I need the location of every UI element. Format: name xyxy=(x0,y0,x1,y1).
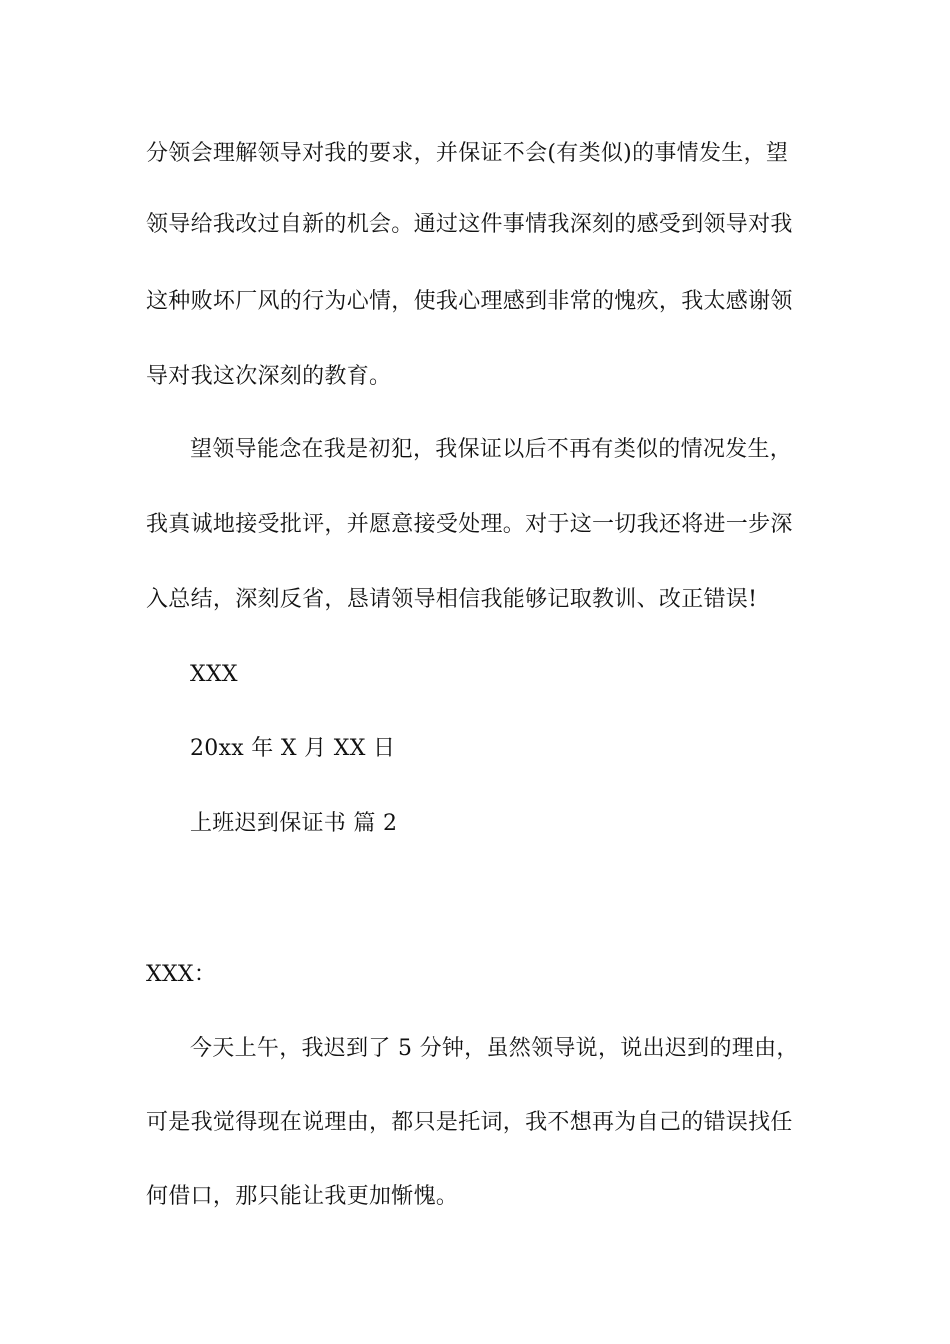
paragraph-line: 入总结，深刻反省，恳请领导相信我能够记取教训、改正错误! xyxy=(146,587,758,612)
paragraph-line: 分领会理解领导对我的要求，并保证不会(有类似)的事情发生，望 xyxy=(146,141,789,166)
paragraph-line: 可是我觉得现在说理由，都只是托词，我不想再为自己的错误找任 xyxy=(146,1110,793,1135)
paragraph-line: 望领导能念在我是初犯，我保证以后不再有类似的情况发生， xyxy=(190,437,793,462)
paragraph-line: 何借口，那只能让我更加惭愧。 xyxy=(146,1184,459,1209)
paragraph-line: 导对我这次深刻的教育。 xyxy=(146,364,392,389)
signature-name: XXX xyxy=(190,662,238,687)
section-title: 上班迟到保证书 篇 2 xyxy=(190,811,398,836)
paragraph-line: 我真诚地接受批评，并愿意接受处理。对于这一切我还将进一步深 xyxy=(146,512,793,537)
paragraph-line: 领导给我改过自新的机会。通过这件事情我深刻的感受到领导对我 xyxy=(146,212,793,237)
paragraph-line: 今天上午，我迟到了 5 分钟，虽然领导说，说出迟到的理由， xyxy=(190,1036,799,1061)
signature-date: 20xx 年 X 月 XX 日 xyxy=(190,736,396,761)
paragraph-line: 这种败坏厂风的行为心情，使我心理感到非常的愧疚，我太感谢领 xyxy=(146,289,793,314)
salutation: XXX： xyxy=(146,962,217,987)
